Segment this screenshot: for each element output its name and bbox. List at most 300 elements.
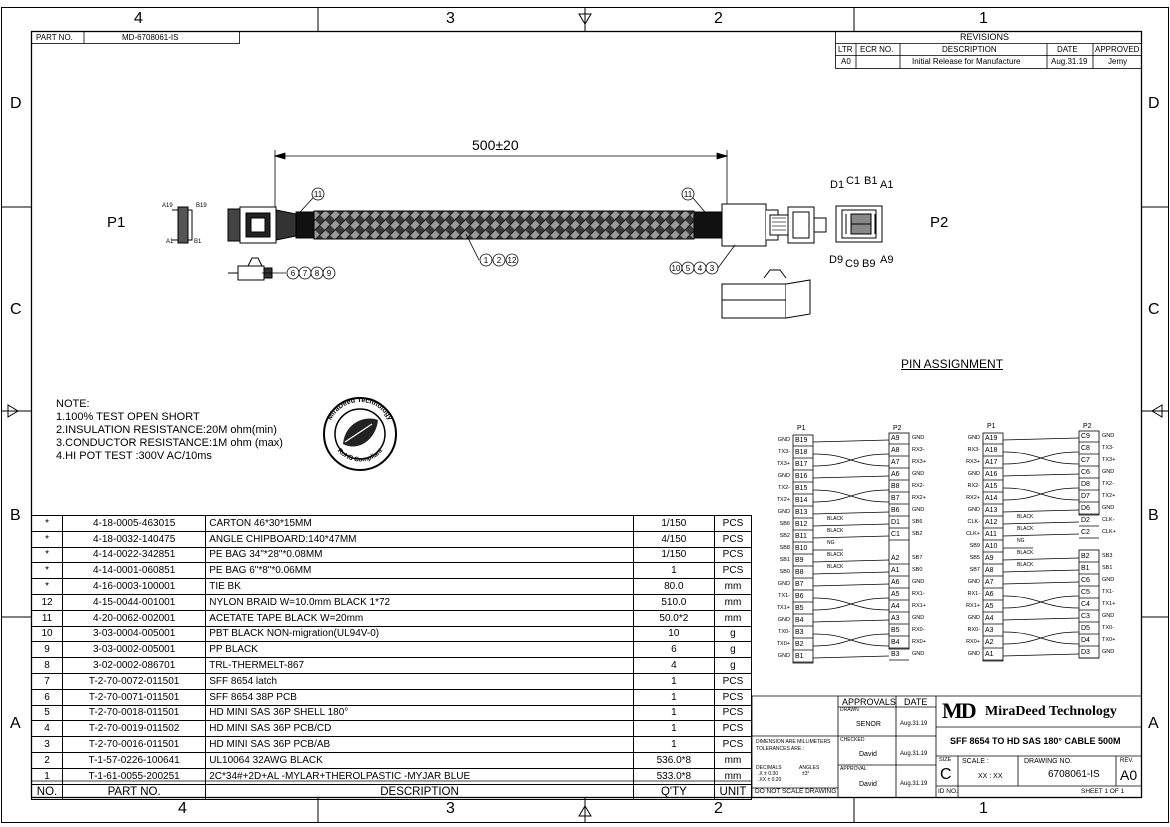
- rev-description: Initial Release for Manufacture: [912, 57, 1021, 66]
- pin-diagram-p2-header: P2: [1083, 423, 1092, 430]
- bom-unit: g: [714, 626, 751, 642]
- svg-text:6: 6: [290, 269, 296, 278]
- pin-wire-label: BLACK: [1017, 562, 1034, 568]
- pin-left-signal: SB8: [779, 545, 790, 551]
- pin-right-number: C2: [1081, 529, 1090, 536]
- pin-left-number: A17: [985, 459, 998, 466]
- rev-header-date: DATE: [1057, 45, 1078, 54]
- pin-left-signal: TX0-: [778, 629, 790, 635]
- p2-pin-a9: A9: [880, 254, 894, 266]
- p1-pin-b19: B19: [196, 203, 207, 209]
- bom-qty: 1/150: [633, 516, 714, 532]
- bom-table: [31, 515, 752, 800]
- pin-right-number: A7: [891, 459, 900, 466]
- p1-connector: [228, 207, 314, 243]
- bom-unit: PCS: [714, 531, 751, 547]
- pin-right-number: C4: [1081, 601, 1090, 608]
- pin-left-number: B19: [795, 437, 808, 444]
- approval-date: Aug.31.19: [900, 781, 928, 787]
- pin-right-signal: GND: [912, 471, 925, 477]
- bom-no: 8: [32, 658, 63, 674]
- pin-left-number: B6: [795, 593, 804, 600]
- company-name: MiraDeed Technology: [985, 704, 1117, 719]
- bom-part-no: 3-02-0002-086701: [63, 658, 206, 674]
- bom-description: HD MINI SAS 36P PCB/AB: [206, 737, 634, 753]
- note-4: 4.HI POT TEST :300V AC/10ms: [56, 450, 212, 462]
- bom-qty: 4: [633, 658, 714, 674]
- pin-left-number: A19: [985, 435, 998, 442]
- pin-wire-label: BLACK: [1017, 550, 1034, 556]
- notes: [56, 398, 283, 463]
- bom-row: [32, 658, 752, 674]
- bom-qty: 1: [633, 689, 714, 705]
- pin-left-signal: GND: [967, 435, 980, 441]
- zone-right-b: B: [1148, 507, 1159, 524]
- pin-left-number: A6: [985, 591, 994, 598]
- bom-part-no: 4-18-0032-140475: [63, 531, 206, 547]
- pin-right-signal: CLK+: [1102, 529, 1116, 535]
- bom-no: *: [32, 531, 63, 547]
- bom-unit: PCS: [714, 737, 751, 753]
- pin-left-signal: GND: [777, 509, 790, 515]
- pin-left-signal: RX1+: [966, 603, 980, 609]
- pin-wire-label: BLACK: [827, 564, 844, 570]
- pin-right-signal: SB0: [912, 567, 923, 573]
- pin-left-signal: GND: [777, 653, 790, 659]
- pin-left-number: B11: [795, 533, 807, 540]
- bom-part-no: 4-15-0044-001001: [63, 594, 206, 610]
- rev-header-ltr: LTR: [838, 45, 853, 54]
- bom-row: [32, 705, 752, 721]
- pin-right-signal: RX3-: [912, 447, 925, 453]
- bom-part-no: 3-03-0002-005001: [63, 642, 206, 658]
- pin-right-number: C7: [1081, 457, 1090, 464]
- bom-description: UL10064 32AWG BLACK: [206, 752, 634, 768]
- pin-right-number: A6: [891, 471, 900, 478]
- bom-row: [32, 642, 752, 658]
- bom-qty: 1: [633, 737, 714, 753]
- bom-no: 10: [32, 626, 63, 642]
- pin-diagram-p1-header: P1: [987, 423, 996, 430]
- bom-unit: mm: [714, 594, 751, 610]
- pin-right-signal: TX2-: [1102, 481, 1114, 487]
- bom-unit: PCS: [714, 721, 751, 737]
- bom-description: ACETATE TAPE BLACK W=20mm: [206, 610, 634, 626]
- bom-qty: 80.0: [633, 579, 714, 595]
- pin-left-signal: GND: [777, 473, 790, 479]
- rev-approved: Jemy: [1108, 57, 1128, 66]
- bom-qty: 1/150: [633, 547, 714, 563]
- bom-no: *: [32, 516, 63, 532]
- p2-pin-c9: C9: [845, 258, 860, 270]
- drawing-title: SFF 8654 TO HD SAS 180° CABLE 500M: [950, 736, 1121, 746]
- svg-text:12: 12: [507, 256, 517, 265]
- rohs-stamp: [324, 397, 396, 470]
- pin-right-signal: GND: [912, 615, 925, 621]
- pin-right-signal: RX2+: [912, 495, 926, 501]
- bom-row: [32, 626, 752, 642]
- pin-wire-label: BLACK: [1017, 526, 1034, 532]
- pin-right-signal: RX3+: [912, 459, 926, 465]
- pin-left-number: B4: [795, 617, 804, 624]
- bom-part-no: T-2-70-0019-011502: [63, 721, 206, 737]
- pin-right-signal: RX1+: [912, 603, 926, 609]
- p1-pin-a1: A1: [166, 239, 174, 245]
- pin-left-signal: GND: [967, 471, 980, 477]
- zone-top-2: 2: [714, 10, 723, 27]
- svg-text:11: 11: [313, 190, 323, 199]
- angles-label: ANGLES: [799, 765, 820, 771]
- bom-description: SFF 8654 38P PCB: [206, 689, 634, 705]
- bom-description: HD MINI SAS 36P PCB/CD: [206, 721, 634, 737]
- pin-wire-label: BLACK: [827, 528, 844, 534]
- zone-right-d: D: [1148, 95, 1160, 112]
- rev-label: REV.: [1120, 758, 1134, 764]
- pin-left-number: A5: [985, 603, 994, 610]
- pin-left-number: B18: [795, 449, 808, 456]
- p2-pin-a1: A1: [880, 179, 894, 191]
- bom-row: [32, 563, 752, 579]
- pin-wire-label: BLACK: [827, 516, 844, 522]
- bom-no: 7: [32, 673, 63, 689]
- pin-left-number: A8: [985, 567, 994, 574]
- bom-no: *: [32, 579, 63, 595]
- bom-unit: mm: [714, 610, 751, 626]
- dim-note-2: TOLERANCES ARE :: [756, 746, 804, 752]
- pin-left-number: A14: [985, 495, 998, 502]
- bom-part-no: T-2-70-0016-011501: [63, 737, 206, 753]
- svg-text:MiraDeed Technology: MiraDeed Technology: [326, 396, 394, 422]
- svg-text:2: 2: [496, 256, 502, 265]
- pin-right-number: D1: [891, 519, 900, 526]
- pin-diagram-p1-header: P1: [797, 425, 806, 432]
- size-value: C: [940, 766, 952, 783]
- zone-right-c: C: [1148, 301, 1160, 318]
- pin-diagram-p2-header: P2: [893, 425, 902, 432]
- p1-label: P1: [107, 214, 126, 231]
- bom-part-no: T-2-70-0018-011501: [63, 705, 206, 721]
- pin-left-signal: GND: [967, 615, 980, 621]
- bom-qty: 4/150: [633, 531, 714, 547]
- svg-text:RoHS Compliant: RoHS Compliant: [335, 447, 385, 464]
- pin-right-signal: GND: [1102, 613, 1115, 619]
- pin-right-signal: TX3+: [1102, 457, 1116, 463]
- id-no-label: ID NO.: [938, 788, 958, 795]
- pin-right-number: D8: [1081, 481, 1090, 488]
- pin-right-signal: TX0-: [1102, 625, 1114, 631]
- pin-right-number: B6: [891, 507, 900, 514]
- pin-left-number: B15: [795, 485, 808, 492]
- pin-right-number: D2: [1081, 517, 1090, 524]
- rev-value: A0: [1120, 767, 1138, 783]
- bom-description: CARTON 46*30*15MM: [206, 516, 634, 532]
- pin-left-signal: TX3+: [776, 461, 790, 467]
- bom-unit: PCS: [714, 705, 751, 721]
- bom-part-no: 4-16-0003-100001: [63, 579, 206, 595]
- zone-bottom-1: 1: [979, 800, 988, 817]
- bom-description: TRL-THERMELT-867: [206, 658, 634, 674]
- pin-wire-label: NG: [827, 540, 835, 546]
- braided-cable: [314, 211, 694, 239]
- bom-qty: 1: [633, 673, 714, 689]
- pin-right-number: B7: [891, 495, 900, 502]
- pin-left-signal: SB9: [969, 543, 980, 549]
- bom-qty: 1: [633, 563, 714, 579]
- pin-left-signal: RX0+: [966, 639, 980, 645]
- note-3: 3.CONDUCTOR RESISTANCE:1M ohm (max): [56, 437, 283, 449]
- bom-qty: 536.0*8: [633, 752, 714, 768]
- pin-right-number: C8: [1081, 445, 1090, 452]
- drawn-name: SENOR: [856, 721, 881, 728]
- pin-left-signal: CLK-: [967, 519, 980, 525]
- bom-no: 11: [32, 610, 63, 626]
- p1-pin-a19: A19: [162, 203, 173, 209]
- bom-row: [32, 689, 752, 705]
- bom-no: 3: [32, 737, 63, 753]
- bom-unit: mm: [714, 579, 751, 595]
- note-1: 1.100% TEST OPEN SHORT: [56, 411, 200, 423]
- pin-wire-label: BLACK: [827, 552, 844, 558]
- pin-right-number: D4: [1081, 637, 1090, 644]
- pin-right-signal: TX1+: [1102, 601, 1116, 607]
- pin-left-number: A4: [985, 615, 994, 622]
- bom-description: HD MINI SAS 36P SHELL 180°: [206, 705, 634, 721]
- bom-description: SFF 8654 latch: [206, 673, 634, 689]
- bom-header-qty: Q'TY: [633, 784, 714, 800]
- pin-right-signal: TX3-: [1102, 445, 1114, 451]
- pin-right-number: D6: [1081, 505, 1090, 512]
- bom-header-no: NO.: [32, 784, 63, 800]
- bom-no: 6: [32, 689, 63, 705]
- pin-right-number: C3: [1081, 613, 1090, 620]
- pin-left-signal: TX2+: [776, 497, 790, 503]
- svg-text:8: 8: [314, 269, 320, 278]
- p2-pin-c1: C1: [846, 175, 861, 187]
- decimals-label: DECIMALS: [756, 765, 782, 771]
- pin-right-signal: GND: [912, 579, 925, 585]
- pin-left-number: A1: [985, 651, 994, 658]
- note-2: 2.INSULATION RESISTANCE:20M ohm(min): [56, 424, 277, 436]
- pin-right-signal: GND: [1102, 433, 1115, 439]
- bom-row: [32, 673, 752, 689]
- do-not-scale: DO NOT SCALE DRAWING: [755, 788, 837, 795]
- pin-left-signal: CLK+: [966, 531, 980, 537]
- pin-right-signal: GND: [912, 651, 925, 657]
- part-no-value: MD-6708061-IS: [122, 33, 179, 42]
- bom-description: PE BAG 6"*8"*0.06MM: [206, 563, 634, 579]
- p2-shell-view: [722, 270, 810, 318]
- zone-left-a: A: [10, 715, 21, 732]
- bom-no: 1: [32, 768, 63, 784]
- bom-unit: PCS: [714, 673, 751, 689]
- rev-date: Aug.31.19: [1051, 57, 1088, 66]
- bom-description: PP BLACK: [206, 642, 634, 658]
- pin-right-signal: GND: [1102, 505, 1115, 511]
- bom-description: 2C*34#+2D+AL -MYLAR+THEROLPASTIC -MYJAR BLUE: [206, 768, 634, 784]
- zone-left-b: B: [10, 507, 21, 524]
- pin-right-number: A1: [891, 567, 900, 574]
- scale-value: XX : XX: [978, 773, 1003, 780]
- date-label: DATE: [904, 697, 928, 707]
- pin-left-signal: GND: [967, 651, 980, 657]
- pin-left-number: A18: [985, 447, 998, 454]
- bom-row: [32, 531, 752, 547]
- bom-qty: 533.0*8: [633, 768, 714, 784]
- p2-pin-b1: B1: [864, 175, 878, 187]
- pin-right-number: C1: [891, 531, 900, 538]
- pin-left-number: B1: [795, 653, 804, 660]
- approvals-label: APPROVALS: [842, 697, 896, 707]
- pin-left-number: B13: [795, 509, 808, 516]
- dim-note-1: DIMENSION ARE MILLIMETERS: [756, 739, 831, 745]
- pin-left-number: A3: [985, 627, 994, 634]
- pin-left-signal: GND: [777, 437, 790, 443]
- pin-right-signal: GND: [1102, 469, 1115, 475]
- pin-right-number: A4: [891, 603, 900, 610]
- pin-left-signal: RX2-: [967, 483, 980, 489]
- pin-right-signal: SB2: [912, 531, 923, 537]
- rev-header-ecr: ECR NO.: [860, 45, 894, 54]
- bom-header-unit: UNIT: [714, 784, 751, 800]
- pin-right-number: B4: [891, 639, 900, 646]
- bom-part-no: 4-20-0062-002001: [63, 610, 206, 626]
- bom-header-row: [32, 784, 752, 800]
- pin-diagram-boxes: [793, 431, 1099, 663]
- bom-header-part: PART NO.: [63, 784, 206, 800]
- pin-right-signal: GND: [912, 507, 925, 513]
- bom-unit: PCS: [714, 547, 751, 563]
- sheet-label: SHEET 1 OF 1: [1081, 788, 1125, 795]
- svg-text:5: 5: [685, 264, 691, 273]
- pin-right-number: A6: [891, 579, 900, 586]
- svg-text:10: 10: [671, 264, 681, 273]
- bom-qty: 1: [633, 721, 714, 737]
- scale-label: SCALE :: [962, 758, 989, 765]
- bom-part-no: 3-03-0004-005001: [63, 626, 206, 642]
- svg-text:11: 11: [683, 190, 693, 199]
- bom-description: NYLON BRAID W=10.0mm BLACK 1*72: [206, 594, 634, 610]
- pin-left-number: B16: [795, 473, 808, 480]
- bom-header-desc: DESCRIPTION: [206, 784, 634, 800]
- bom-qty: 6: [633, 642, 714, 658]
- pin-right-signal: CLK-: [1102, 517, 1115, 523]
- pin-right-number: D7: [1081, 493, 1090, 500]
- bom-description: PE BAG 34"*28"*0.08MM: [206, 547, 634, 563]
- zone-bottom-3: 3: [446, 800, 455, 817]
- bom-qty: 50.0*2: [633, 610, 714, 626]
- pin-left-number: A2: [985, 639, 994, 646]
- bom-unit: mm: [714, 768, 751, 784]
- zone-top-1: 1: [979, 10, 988, 27]
- pin-right-signal: RX1-: [912, 591, 925, 597]
- p2-connector: [694, 204, 826, 246]
- p2-pin-d1: D1: [830, 179, 845, 191]
- length-dimension: [275, 150, 727, 215]
- pin-left-number: A13: [985, 507, 998, 514]
- pin-right-number: B3: [891, 651, 900, 658]
- pin-left-number: B12: [795, 521, 808, 528]
- bom-description: PBT BLACK NON-migration(UL94V-0): [206, 626, 634, 642]
- angles-value: ±3°: [802, 771, 810, 777]
- p2-label: P2: [930, 214, 949, 231]
- svg-text:3: 3: [709, 264, 715, 273]
- pin-left-number: A11: [985, 531, 997, 538]
- bom-description: ANGLE CHIPBOARD:140*47MM: [206, 531, 634, 547]
- approval-name: David: [859, 781, 877, 788]
- zone-left-c: C: [10, 301, 22, 318]
- notes-title: NOTE:: [56, 398, 90, 410]
- pin-left-signal: RX1-: [967, 591, 980, 597]
- pin-right-number: A8: [891, 447, 900, 454]
- bom-no: *: [32, 563, 63, 579]
- pin-right-signal: GND: [1102, 577, 1115, 583]
- bom-unit: PCS: [714, 516, 751, 532]
- p2-pin-b9: B9: [862, 258, 876, 270]
- pin-right-number: B5: [891, 627, 900, 634]
- pin-left-signal: SB0: [779, 569, 790, 575]
- zone-bottom-4: 4: [178, 800, 187, 817]
- pin-right-signal: RX0-: [912, 627, 925, 633]
- pin-right-number: A3: [891, 615, 900, 622]
- bom-row: [32, 547, 752, 563]
- bom-part-no: 4-14-0001-060851: [63, 563, 206, 579]
- bom-unit: g: [714, 642, 751, 658]
- zone-right-a: A: [1148, 715, 1159, 732]
- pin-right-number: C6: [1081, 469, 1090, 476]
- pin-right-number: D5: [1081, 625, 1090, 632]
- bom-row: [32, 516, 752, 532]
- bom-row: [32, 610, 752, 626]
- pin-left-number: B2: [795, 641, 804, 648]
- pin-right-number: A2: [891, 555, 900, 562]
- pin-left-number: B3: [795, 629, 804, 636]
- pin-left-signal: SB2: [779, 533, 790, 539]
- drawing-no-label: DRAWING NO.: [1024, 758, 1072, 765]
- pin-left-signal: RX3-: [967, 447, 980, 453]
- pin-right-number: B2: [1081, 553, 1090, 560]
- pin-left-signal: GND: [967, 507, 980, 513]
- part-no-label: PART NO.: [36, 33, 73, 42]
- pin-right-signal: RX2-: [912, 483, 925, 489]
- company-logo: MD: [942, 698, 975, 723]
- decimals-2: .XX ± 0.20: [758, 777, 782, 783]
- pin-right-number: B1: [1081, 565, 1090, 572]
- p2-front-view: [836, 206, 882, 242]
- pin-left-signal: TX2-: [778, 485, 790, 491]
- p1-pin-b1: B1: [194, 239, 202, 245]
- pin-left-signal: SB7: [969, 567, 980, 573]
- pin-left-signal: TX3-: [778, 449, 790, 455]
- bom-no: 4: [32, 721, 63, 737]
- svg-text:9: 9: [326, 269, 332, 278]
- drawing-no-value: 6708061-IS: [1048, 769, 1100, 780]
- bom-row: [32, 594, 752, 610]
- zone-bottom-2: 2: [714, 800, 723, 817]
- pin-right-signal: TX0+: [1102, 637, 1116, 643]
- p2-pin-d9: D9: [829, 254, 844, 266]
- bom-qty: 1: [633, 705, 714, 721]
- svg-text:7: 7: [302, 269, 308, 278]
- bom-part-no: 4-18-0005-463015: [63, 516, 206, 532]
- checked-name: David: [859, 751, 877, 758]
- pin-left-signal: RX3+: [966, 459, 980, 465]
- bom-part-no: T-1-61-0055-200251: [63, 768, 206, 784]
- zone-top-3: 3: [446, 10, 455, 27]
- pin-left-number: B8: [795, 569, 804, 576]
- pin-right-signal: TX1-: [1102, 589, 1114, 595]
- pin-left-signal: GND: [777, 581, 790, 587]
- pin-left-signal: RX0-: [967, 627, 980, 633]
